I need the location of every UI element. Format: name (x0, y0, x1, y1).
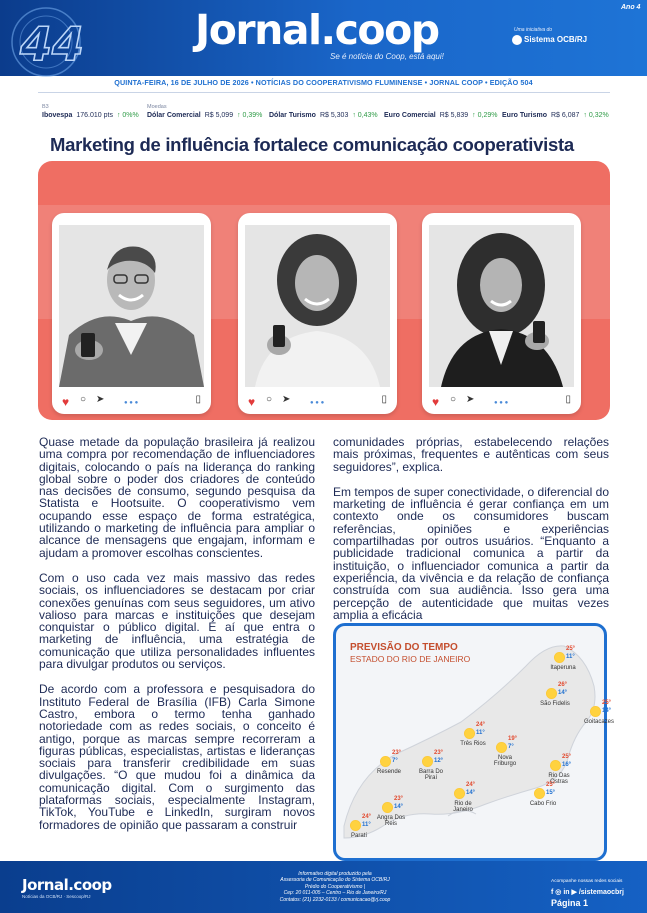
phone-card-2 (238, 213, 397, 414)
svg-text:44: 44 (20, 17, 85, 71)
weather-forecast-map (333, 623, 614, 861)
city-temp-min: 14° (558, 690, 568, 696)
anniversary-44-logo (6, 4, 98, 74)
send-icon[interactable]: ➤ (466, 394, 475, 405)
footer-info: Informativo digital produzido pela Assessoria de Comunicação do Sistema OCB/RJ Prédio do Cooperativismo | Cep: 20 011-005 – Centro – Rio de Janeiro/RJ Contatos: (21) 2232-0133 / comunicacao@rj.coop (279, 871, 391, 903)
weather-title: PREVISÃO DO TEMPO (350, 642, 458, 653)
ticker-dolar-comercial: Dólar Comercial R$ 5,099 ↑ 0,39% (147, 112, 263, 119)
city-temp-max: 24° (466, 782, 476, 788)
moedas-label: Moedas (147, 104, 167, 110)
ocb-icon (512, 35, 522, 45)
comment-icon[interactable]: ○ (450, 394, 457, 405)
carousel-dots: ● ● ● (494, 400, 509, 406)
city-name: Goitacazes (583, 719, 614, 725)
city-name: Angra Dos Reis (376, 815, 406, 827)
market-ticker (40, 104, 610, 126)
social-handle-link[interactable]: f ◎ in ▶ /sistemaocbrj (551, 889, 624, 896)
city-name: São Fidelis (540, 701, 570, 707)
footer-brand: Jornal.coop (22, 876, 112, 894)
ticker-ibovespa: Ibovespa 176.010 pts ↑ 0%% (42, 112, 139, 119)
comment-icon[interactable]: ○ (80, 394, 87, 405)
city-name: Paratí (350, 833, 367, 839)
like-icon[interactable]: ♥ (248, 395, 256, 409)
bookmark-icon[interactable]: ▯ (565, 394, 571, 405)
city-name: Rio de Janeiro (453, 801, 473, 813)
sun-icon (546, 688, 557, 699)
city-name: Nova Friburgo (493, 755, 517, 767)
masthead (0, 0, 647, 76)
initiative-prefix: Uma iniciativa do (514, 27, 553, 33)
bookmark-icon[interactable]: ▯ (381, 394, 387, 405)
sun-icon (590, 706, 601, 717)
sun-icon (534, 788, 545, 799)
send-icon[interactable]: ➤ (282, 394, 291, 405)
paragraph: Quase metade da população brasileira já realizou uma compra por recomendação de influenciadores digitais, colocando o país na liderança do ranking global sobre o poder dos criadores de conteúdo nas decisões de consumo, segundo pesquisa da Statista e Hootsuite. O cooperativismo vem ocupando esse espaço de forma estratégica, utilizando o marketing de influência para ampliar o alcance de mensagens que engajam, informam e ajudam a promover escolhas conscientes. (39, 435, 315, 560)
initiative-org: Sistema OCB/RJ (524, 35, 588, 45)
article-headline: Marketing de influência fortalece comunicação cooperativista (50, 134, 574, 155)
paragraph: Em tempos de super conectividade, o diferencial do marketing de influência é gerar confiança em um contexto onde os consumidores buscam referências, opiniões e experiências compartilhadas por outros usuários. “Enquanto a publicidade tradicional comunica a partir da instituição, o influenciador comunica a partir da experiência, da vivência e da relação de confiança construída com sua audiência. Isso gera uma percepção de autenticidade que muitas vezes amplia a eficácia (333, 484, 609, 622)
footer (0, 861, 647, 913)
page-number: Página 1 (551, 898, 589, 908)
city-temp-min: 11° (476, 730, 485, 736)
sun-icon (382, 802, 393, 813)
like-icon[interactable]: ♥ (432, 395, 440, 409)
city-name: Resende (376, 769, 402, 775)
sun-icon (380, 756, 391, 767)
paragraph: De acordo com a professora e pesquisadora do Instituto Federal de Brasília (IFB) Carla Simone Castro, embora o termo tenha ganhado notoriedade com as redes sociais, o conceito é antigo, porque as marcas sempre recorreram a figuras públicas, especialistas, artistas e lideranças sociais para transferir credibilidade em suas divulgações. “O que mudou foi a dinâmica da comunicação digital. Com o surgimento das plataformas sociais, especialmente Instagram, TikTok, YouTube e LinkedIn, surgiram novos formadores de opinião que passaram a construir (39, 682, 315, 832)
sun-icon (496, 742, 507, 753)
sistema-ocb-logo (512, 35, 587, 45)
brand-slogan: Se é notícia do Coop, está aqui! (330, 52, 444, 61)
sun-icon (350, 820, 361, 831)
sun-icon (464, 728, 475, 739)
like-icon[interactable]: ♥ (62, 395, 70, 409)
article-column-1 (39, 436, 315, 844)
city-name: Três Rios (460, 741, 486, 747)
city-name: Barra Do Piraí (418, 769, 443, 781)
sun-icon (422, 756, 433, 767)
city-temp-max: 23° (434, 750, 444, 756)
influencer-photo-3 (429, 225, 574, 387)
city-temp-min: 14° (466, 790, 476, 796)
city-name: Rio Das Ostras (548, 773, 570, 785)
footer-brand-sub: Notícias da OCB/RJ · Sescoop/RJ (22, 894, 91, 899)
send-icon[interactable]: ➤ (96, 394, 105, 405)
divider (38, 92, 610, 93)
paragraph: Com o uso cada vez mais massivo das redes sociais, os influenciadores se destacam por criar conexões genuínas com seus seguidores, um ativo valioso para marcas e instituições que desejam conquistar o público digital. É aí que entra o marketing de influência, uma estratégia de comunicação que utiliza personalidades influentes para divulgar produtos ou serviços. (39, 570, 315, 672)
city-temp-min: 16° (562, 762, 572, 768)
city-temp-min: 15° (546, 790, 556, 796)
carousel-dots: ● ● ● (124, 400, 139, 406)
city-temp-min: 14° (394, 804, 404, 810)
phone-card-3 (422, 213, 581, 414)
weather-subtitle: ESTADO DO RIO DE JANEIRO (350, 654, 471, 664)
dateline: QUINTA-FEIRA, 16 DE JULHO DE 2026 • NOTÍCIAS DO COOPERATIVISMO FLUMINENSE • JORNAL COOP • EDIÇÃO 504 (114, 78, 533, 87)
city-temp-max: 24° (362, 814, 372, 820)
influencer-photo-2 (245, 225, 390, 387)
city-temp-max: 23° (394, 796, 404, 802)
city-temp-max: 24° (476, 722, 486, 728)
year-tag: Ano 4 (621, 4, 641, 11)
phone-card-1 (52, 213, 211, 414)
city-temp-min: 11° (566, 654, 575, 660)
city-temp-min: 7° (392, 758, 398, 764)
city-temp-min: 14° (602, 708, 612, 714)
sun-icon (454, 788, 465, 799)
article-column-2 (333, 436, 609, 634)
bookmark-icon[interactable]: ▯ (195, 394, 201, 405)
city-temp-max: 25° (546, 782, 556, 788)
ticker-euro-comercial: Euro Comercial R$ 5,839 ↑ 0,29% (384, 112, 498, 119)
sun-icon (550, 760, 561, 771)
paragraph: comunidades próprias, estabelecendo relações mais próximas, frequentes e autênticas com seus seguidores”, explica. (333, 435, 609, 474)
social-prompt: Acompanhe nossas redes sociais (551, 879, 623, 884)
city-temp-max: 26° (558, 682, 568, 688)
city-temp-min: 11° (362, 822, 371, 828)
city-temp-max: 25° (602, 700, 612, 706)
hero-illustration (38, 161, 610, 420)
b3-label: B3 (42, 104, 49, 110)
city-name: Cabo Frio (529, 801, 557, 807)
city-temp-max: 23° (392, 750, 402, 756)
city-temp-max: 25° (562, 754, 572, 760)
influencer-photo-1 (59, 225, 204, 387)
city-temp-min: 7° (508, 744, 514, 750)
city-name: Itaperuna (550, 665, 576, 671)
comment-icon[interactable]: ○ (266, 394, 273, 405)
sun-icon (554, 652, 565, 663)
city-temp-max: 19° (508, 736, 518, 742)
carousel-dots: ● ● ● (310, 400, 325, 406)
brand-title: Jornal.coop (195, 6, 439, 54)
ticker-dolar-turismo: Dólar Turismo R$ 5,303 ↑ 0,43% (269, 112, 378, 119)
ticker-euro-turismo: Euro Turismo R$ 6,087 ↑ 0,32% (502, 112, 609, 119)
city-temp-min: 12° (434, 758, 444, 764)
city-temp-max: 25° (566, 646, 576, 652)
